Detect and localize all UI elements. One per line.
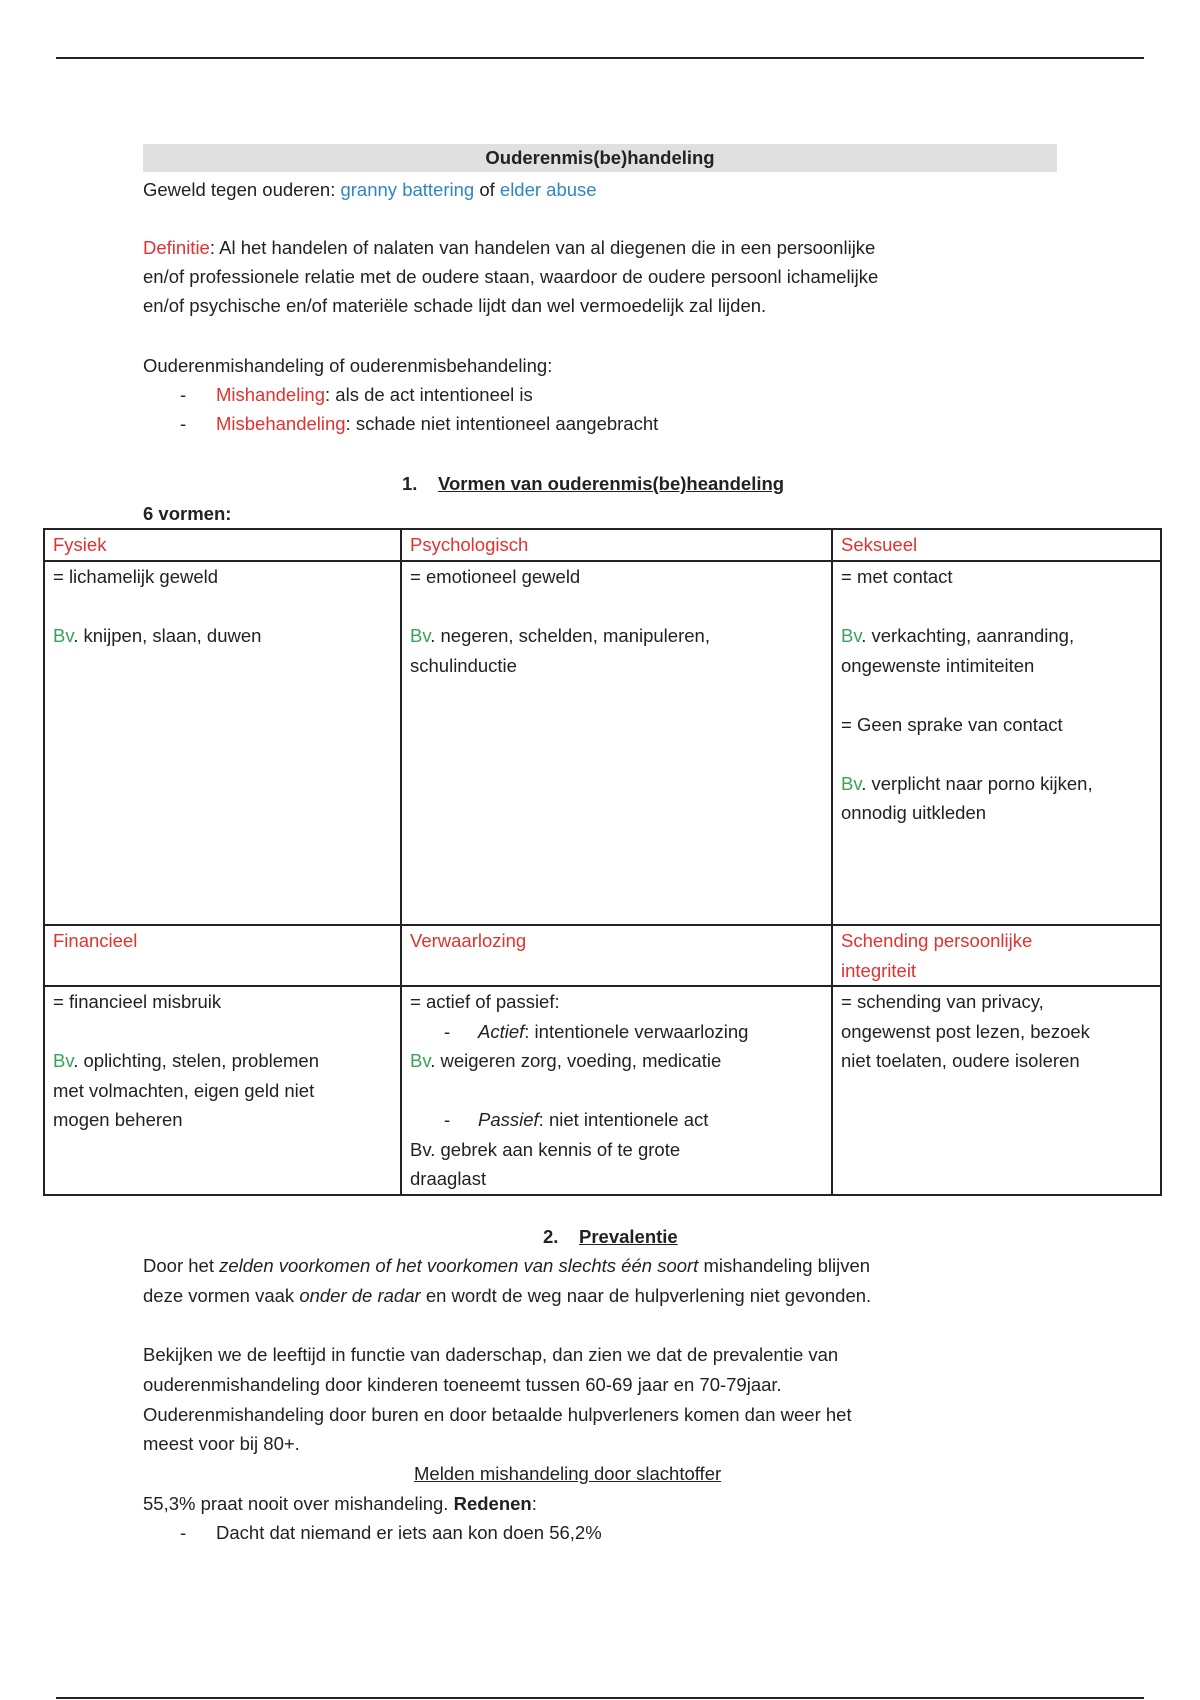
head-line: Schending persoonlijke — [841, 930, 1033, 951]
example — [841, 621, 1152, 651]
definition: = actief of passief: — [410, 991, 560, 1012]
text: mishandeling blijven — [698, 1255, 871, 1276]
text-line: niet toelaten, oudere isoleren — [841, 1050, 1080, 1071]
head-line: integriteit — [841, 959, 917, 981]
example — [410, 621, 823, 651]
dash: - — [444, 1109, 451, 1130]
example-text: . verkachting, aanranding, — [861, 625, 1075, 646]
section-1-subtitle: 6 vormen: — [143, 503, 232, 524]
prevalence-para-line: meest voor bij 80+. — [143, 1433, 300, 1454]
type-term: Mishandeling — [216, 384, 326, 405]
intro-prefix: Geweld tegen ouderen: — [143, 179, 341, 200]
bv-label: Bv — [841, 772, 862, 794]
section-2-heading — [543, 1222, 678, 1251]
definition: = Geen sprake van contact — [841, 713, 1063, 735]
cell-verw-head: Verwaarlozing — [401, 925, 832, 986]
cell-seks-head: Seksueel — [832, 529, 1161, 561]
definition-line-3: en/of psychische en/of materiële schade lijdt dan wel vermoedelijk zal lijden. — [143, 295, 767, 316]
definition: = emotioneel geweld — [410, 566, 581, 587]
prevalence-line-1 — [143, 1251, 870, 1280]
cell-integ-body — [832, 986, 1161, 1195]
definition: = financieel misbruik — [53, 991, 222, 1012]
text: deze vormen vaak — [143, 1285, 300, 1306]
definition-line-2: en/of professionele relatie met de oudere staan, waardoor de oudere persoonl ichamelijke — [143, 266, 879, 287]
cell-fysiek-head: Fysiek — [44, 529, 401, 561]
dash: - — [180, 1522, 187, 1543]
type-term: Misbehandeling — [216, 413, 346, 434]
colon: : — [531, 1493, 537, 1514]
forms-table — [43, 528, 1162, 1196]
definition: = met contact — [841, 566, 953, 587]
example-text: schulinductie — [410, 654, 517, 676]
actief-text: : intentionele verwaarlozing — [524, 1020, 749, 1042]
cell-verw-body — [401, 986, 832, 1195]
text-italic: onder de radar — [299, 1285, 421, 1306]
definition: = lichamelijk geweld — [53, 566, 219, 587]
dash: - — [444, 1020, 451, 1042]
reason-text: Dacht dat niemand er iets aan kon doen 56,2% — [216, 1522, 602, 1543]
text-line: = schending van privacy, — [841, 991, 1044, 1012]
text-line: ongewenst post lezen, bezoek — [841, 1020, 1090, 1042]
section-number: 1. — [402, 473, 418, 494]
cell-fin-head: Financieel — [44, 925, 401, 986]
example-text: . weigeren zorg, voeding, medicatie — [430, 1050, 722, 1071]
prevalence-para-line: Bekijken we de leeftijd in functie van daderschap, dan zien we dat de prevalentie van — [143, 1344, 839, 1365]
intro-line — [143, 175, 597, 204]
redenen-label: Redenen — [453, 1493, 532, 1514]
type-item: - Mishandeling: als de act intentioneel is — [180, 384, 533, 405]
term-elder-abuse: elder abuse — [499, 179, 597, 200]
example-text: . negeren, schelden, manipuleren, — [430, 625, 710, 646]
bv-label: Bv — [410, 1050, 431, 1071]
term-granny-battering: granny battering — [340, 179, 475, 200]
definition-label: Definitie — [143, 237, 210, 258]
cell-seks-body — [832, 561, 1161, 925]
passief-text: : niet intentionele act — [538, 1109, 709, 1130]
bv-label: Bv — [53, 625, 74, 646]
passief-label: Passief — [478, 1109, 539, 1130]
section-number: 2. — [543, 1226, 559, 1247]
example-text: draaglast — [410, 1168, 487, 1189]
example-text: . knijpen, slaan, duwen — [73, 625, 262, 646]
reason-item — [180, 1518, 602, 1547]
section-title: Prevalentie — [579, 1226, 678, 1247]
example — [53, 1046, 392, 1076]
types-heading: Ouderenmishandeling of ouderenmisbehandeling: — [143, 355, 553, 376]
example-text: . oplichting, stelen, problemen — [73, 1050, 320, 1071]
cell-psycho-head: Psychologisch — [401, 529, 832, 561]
stat-line — [143, 1489, 537, 1518]
type-text: : als de act intentioneel is — [325, 384, 533, 405]
prevalence-line-2 — [143, 1281, 871, 1310]
text: en wordt de weg naar de hulpverlening niet gevonden. — [420, 1285, 872, 1306]
section-1-heading — [402, 469, 784, 498]
example-text: Bv. gebrek aan kennis of te grote — [410, 1138, 681, 1160]
stat-text: 55,3% praat nooit over mishandeling. — [143, 1493, 454, 1514]
section-title: Vormen van ouderenmis(be)heandeling — [438, 473, 785, 494]
bv-label: Bv — [410, 625, 431, 646]
example — [410, 1046, 823, 1076]
example-text: ongewenste intimiteiten — [841, 654, 1035, 676]
cell-fin-body — [44, 986, 401, 1195]
bv-label: Bv — [53, 1050, 74, 1071]
type-item: - Misbehandeling: schade niet intentioneel aangebracht — [180, 413, 659, 434]
passief-item — [410, 1105, 823, 1135]
text: Door het — [143, 1255, 220, 1276]
prevalence-para-line: ouderenmishandeling door kinderen toeneemt tussen 60-69 jaar en 70-79jaar. — [143, 1374, 782, 1395]
definition-text: : Al het handelen of nalaten van handelen van al diegenen die in een persoonlijke — [209, 237, 876, 258]
example-text: mogen beheren — [53, 1109, 183, 1130]
cell-fysiek-body — [44, 561, 401, 925]
header-rule — [56, 57, 1144, 59]
melden-heading: Melden mishandeling door slachtoffer — [414, 1463, 722, 1484]
cell-psycho-body — [401, 561, 832, 925]
example-text: . verplicht naar porno kijken, — [861, 772, 1093, 794]
prevalence-para-line: Ouderenmishandeling door buren en door betaalde hulpverleners komen dan weer het — [143, 1404, 852, 1425]
example-text: met volmachten, eigen geld niet — [53, 1079, 315, 1101]
bv-label: Bv — [841, 625, 862, 646]
example — [841, 769, 1152, 799]
footer-rule — [56, 1697, 1144, 1699]
cell-integ-head — [832, 925, 1161, 986]
intro-mid: of — [474, 179, 500, 200]
example — [53, 621, 392, 651]
actief-item — [410, 1017, 823, 1047]
document-title: Ouderenmis(be)handeling — [143, 144, 1057, 172]
definition-line-1 — [143, 233, 875, 262]
actief-label: Actief — [478, 1020, 525, 1042]
example-text: onnodig uitkleden — [841, 802, 987, 823]
type-text: : schade niet intentioneel aangebracht — [345, 413, 659, 434]
text-italic: zelden voorkomen of het voorkomen van slechts één soort — [219, 1255, 699, 1276]
